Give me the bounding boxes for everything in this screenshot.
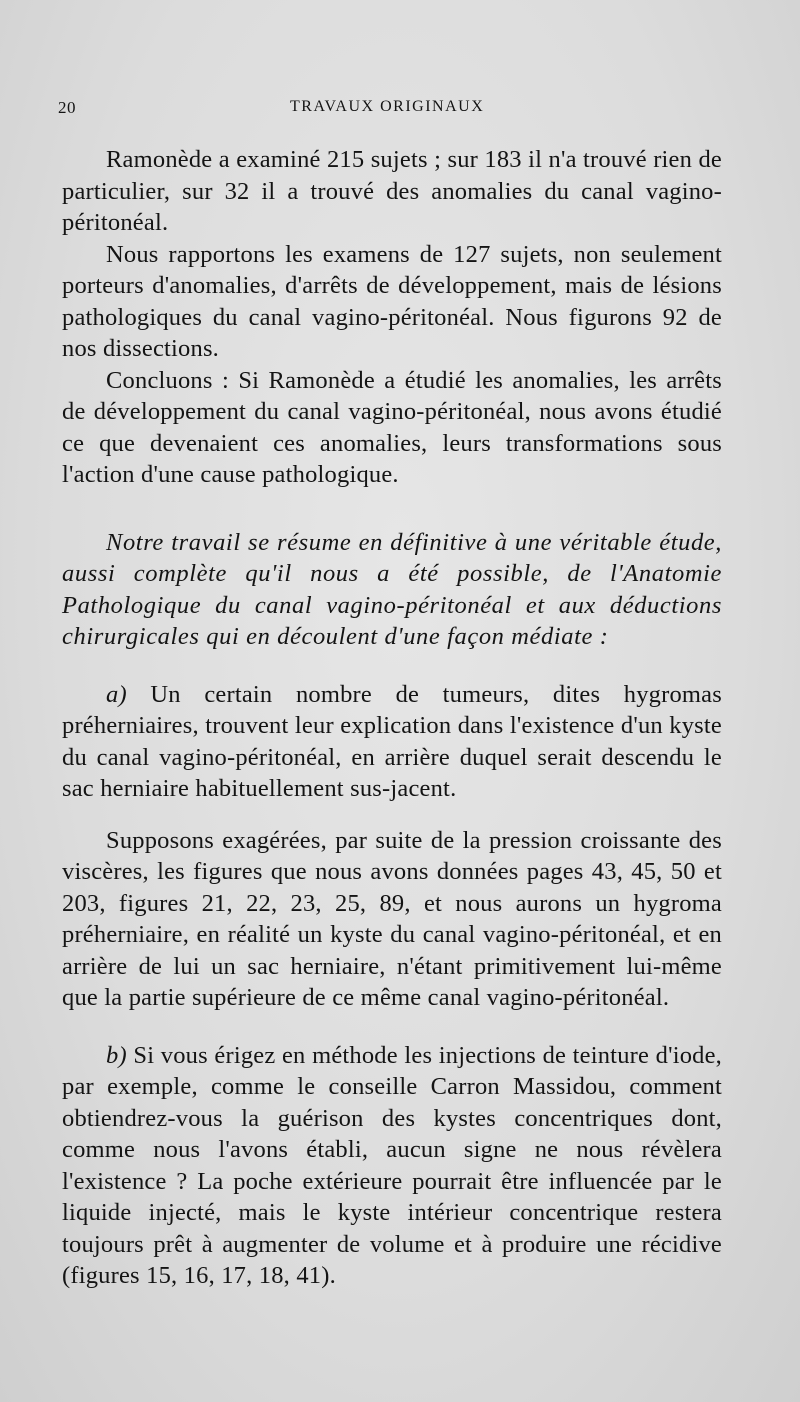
paragraph-ramonede-examined: Ramonède a examiné 215 sujets ; sur 183 il n'a trouvé rien de particulier, sur 32 il a trouvé des anomalies du canal vagino-péritonéal.	[62, 146, 722, 236]
paragraph-item-a	[62, 679, 722, 805]
paragraph-conclusion: Concluons : Si Ramonède a étudié les anomalies, les arrêts de développement du canal vagino-péritonéal, nous avons étudié ce que devenaient ces anomalies, leurs transformations sous l'action d'une cause pathologique.	[62, 366, 722, 488]
item-label-a: a)	[106, 680, 127, 708]
paragraph-item-b	[62, 1040, 722, 1292]
paragraph-suppose: Supposons exagérées, par suite de la pression croissante des viscères, les figures que nous avons données pages 43, 45, 50 et 203, figures 21, 22, 23, 25, 89, et nous aurons un hygroma préherniaire, en réalité un kyste du canal vagino-péritonéal, et en arrière de lui un sac herniaire, n'étant primitivement lui-même que la partie supérieure de ce même canal vagino-péritonéal.	[62, 826, 722, 1011]
paragraph-our-examinations: Nous rapportons les examens de 127 sujets, non seulement porteurs d'anomalies, d'arrêts de développement, mais de lésions pathologiques du canal vagino-péritonéal. Nous figurons 92 de nos dissections.	[62, 240, 722, 362]
item-b-text: Si vous érigez en méthode les injections de teinture d'iode, par exemple, comme le conseille Carron Massidou, comment obtiendrez-vous la guérison des kystes concentriques dont, comme nous l'avons établi, aucun signe ne nous révèlera l'existence ? La poche extérieure pourrait être influencée par le liquide injecté, mais le kyste intérieur concentrique restera toujours prêt à augmenter de volume et à produire une récidive (figures 15, 16, 17, 18, 41).	[62, 1041, 722, 1289]
item-label-b: b)	[106, 1041, 127, 1069]
paragraph-summary-italic: Notre travail se résume en définitive à une véritable étude, aussi complète qu'il nous a été possible, de l'Anatomie Pathologique du canal vagino-péritonéal et aux déductions chirurgicales qui en découlent d'une façon médiate :	[62, 528, 722, 650]
body-text	[62, 144, 722, 1292]
running-head: TRAVAUX ORIGINAUX	[290, 98, 485, 115]
item-a-text: Un certain nombre de tumeurs, dites hygromas préherniaires, trouvent leur explication dans l'existence d'un kyste du canal vagino-péritonéal, en arrière duquel serait descendu le sac herniaire habituellement sus-jacent.	[62, 680, 722, 802]
page-number: 20	[58, 98, 76, 117]
